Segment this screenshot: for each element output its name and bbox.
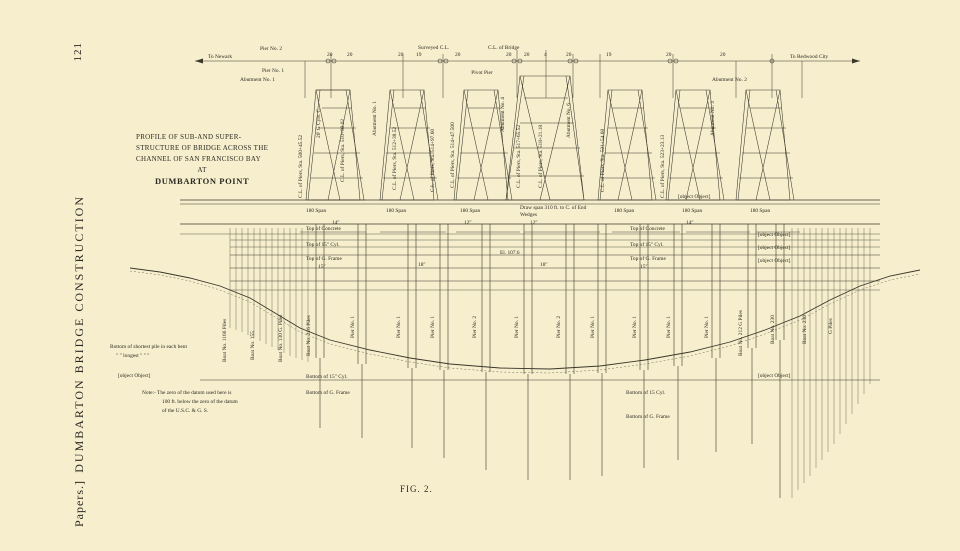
top-number: 20 — [398, 52, 404, 58]
station-label: C.L. of Piers, Sta. 523+23.13 — [660, 134, 666, 198]
detail-label: 12″ — [464, 220, 472, 226]
elevation-label: [object Object] — [758, 258, 791, 264]
station-label: C.L. of Piers, Sta. 514+47.500 — [450, 122, 456, 188]
pile-label: Boat No. 212 G Piles — [738, 310, 744, 356]
pile-label: G Piles — [828, 318, 834, 334]
detail-label: 15″ — [640, 264, 648, 270]
note-datum-line1: Note:- The zero of the datum used here is — [142, 390, 232, 396]
elevation-label: [object Object] — [678, 194, 711, 200]
detail-label: 14″ — [332, 220, 340, 226]
top-number: 20 — [327, 52, 333, 58]
pile-label: Pier No. 2 — [556, 315, 562, 338]
top-number: 20 — [347, 52, 353, 58]
pile-label: Boat No. 1166 Piles — [222, 318, 228, 362]
callout-cl-bridge: C.L. of Bridge — [488, 45, 520, 51]
pile-label: Pier No. 1 — [632, 315, 638, 338]
span-label: 180 Span — [460, 208, 481, 214]
elevation-label: [object Object] — [758, 245, 791, 251]
station-label: Abutment No. 3 — [710, 101, 716, 136]
pile-label: Boat No. 230 — [802, 315, 808, 344]
station-label: C.L. of Piers, Sta. 512+38.52 — [392, 126, 398, 190]
station-label: C.L. of Piers, Sta. 510+80.02 — [340, 118, 346, 182]
note-longest-pile: ″ ″ longest ″ ″ ″ — [116, 353, 150, 359]
callout-surveyed-cl: Surveyed C.L. — [418, 45, 450, 51]
callout-abutment-1: Abutment No. 1 — [240, 77, 275, 83]
top-number: 4 — [544, 52, 547, 58]
note-datum-line3: of the U.S.C. & G. S. — [162, 408, 209, 414]
detail-label: 18″ — [540, 262, 548, 268]
pile-label: Pier No. 1 — [430, 315, 436, 338]
pile-label: Boat No. 155 — [250, 331, 256, 360]
pile-label: Pier No. 1 — [350, 315, 356, 338]
span-label: 180 Span — [614, 208, 635, 214]
top-number: 19 — [606, 52, 612, 58]
station-label: C.L. of Piers, Sta. 521+54.68 — [600, 128, 606, 192]
title-line-5: DUMBARTON POINT — [154, 176, 250, 187]
top-number: 20 — [455, 52, 461, 58]
pile-label: Pier No. 1 — [704, 315, 710, 338]
pile-label: Pier No. 1 — [514, 315, 520, 338]
span-label: 180 Span — [306, 208, 327, 214]
title-line-3: CHANNEL OF SAN FRANCISCO BAY — [136, 154, 261, 163]
detail-label: Bottom of 15 Cyl. — [626, 390, 666, 396]
detail-label: Top of G. Frame — [630, 256, 666, 262]
callout-pier-1: Pier No. 1 — [262, 68, 285, 74]
detail-label: Top of Concrete — [306, 226, 341, 232]
station-label: 20' G Cyls. C. — [316, 107, 322, 138]
span-label: 180 Span — [386, 208, 407, 214]
station-label: C.L. of Piers, Sta. 500+45.52 — [298, 134, 304, 198]
top-number: 20 — [666, 52, 672, 58]
top-number: 20 — [566, 52, 572, 58]
detail-label: Top of G. Frame — [306, 256, 342, 262]
book-title: DUMBARTON BRIDGE CONSTRUCTION — [72, 195, 86, 473]
figure-caption: FIG. 2. — [400, 484, 433, 494]
engineering-drawing — [100, 28, 940, 528]
direction-left: To Newark — [208, 54, 233, 60]
pile-label: Pier No. 1 — [590, 315, 596, 338]
page-number: 121 — [72, 42, 84, 62]
title-block — [136, 132, 268, 189]
station-label: Abutment No. 4 — [500, 97, 506, 132]
callout-abutment-2: Abutment No. 2 — [712, 77, 747, 83]
span-label: 180 Span — [682, 208, 703, 214]
span-label-draw: Draw span 310 ft. to C. of End Wedges — [520, 205, 587, 219]
detail-label: Top of 15" Cyl. — [306, 242, 340, 248]
detail-label: 18″ — [418, 262, 426, 268]
elevation-label: [object Object] — [118, 373, 151, 379]
note-shortest-pile: Bottom of shortest pile in each bent — [110, 344, 187, 350]
pile-label: Boat No. 230 — [770, 315, 776, 344]
pile-label: Pier No. 2 — [472, 315, 478, 338]
pile-label: Boat No. 216 Piles — [306, 315, 312, 356]
pile-label: Pier No. 1 — [666, 315, 672, 338]
top-number: 20 — [720, 52, 726, 58]
note-datum-line2: 100 ft. below the zero of the datum — [162, 399, 238, 405]
station-label: C.L. of Piers, Sta. 514+97.60 — [430, 128, 436, 192]
pile-label: Pier No. 1 — [396, 315, 402, 338]
elevation-label: [object Object] — [758, 232, 791, 238]
detail-label: Bottom of G. Frame — [306, 390, 350, 396]
detail-label: El. 107.6 — [500, 250, 520, 256]
title-line-2: STRUCTURE OF BRIDGE ACROSS THE — [136, 143, 269, 152]
callout-pier-2: Pier No. 2 — [260, 46, 283, 52]
detail-label: 15″ — [318, 264, 326, 270]
station-label: Abutment No. 6 — [566, 103, 572, 138]
detail-label: Bottom of 15" Cyl. — [306, 374, 348, 380]
top-number: 20 — [506, 52, 512, 58]
elevation-label: [object Object] — [758, 373, 791, 379]
span-label: 180 Span — [750, 208, 771, 214]
title-line-4: AT — [197, 165, 207, 174]
station-label: C.L. of Piers, Sta. 517+65.52 — [516, 124, 522, 188]
station-label: C.L. of Piers, Sta. 518+21.18 — [538, 124, 544, 188]
callout-pivot-pier: Pivot Pier — [471, 70, 493, 76]
detail-label: Bottom of G. Frame — [626, 414, 670, 420]
pile-label: Boat No. 130 G. Piles — [278, 314, 284, 362]
direction-right: To Redwood City — [790, 54, 829, 60]
top-number: 20 — [524, 52, 530, 58]
title-line-1: PROFILE OF SUB-AND SUPER- — [136, 133, 242, 141]
top-number: 19 — [416, 52, 422, 58]
detail-label: Top of Concrete — [630, 226, 665, 232]
station-label: Abutment No. 1 — [372, 101, 378, 136]
detail-label: 12″ — [530, 220, 538, 226]
detail-label: 14″ — [686, 220, 694, 226]
detail-label: Top of 15" Cyl. — [630, 242, 664, 248]
papers-label: Papers.] — [72, 480, 86, 527]
